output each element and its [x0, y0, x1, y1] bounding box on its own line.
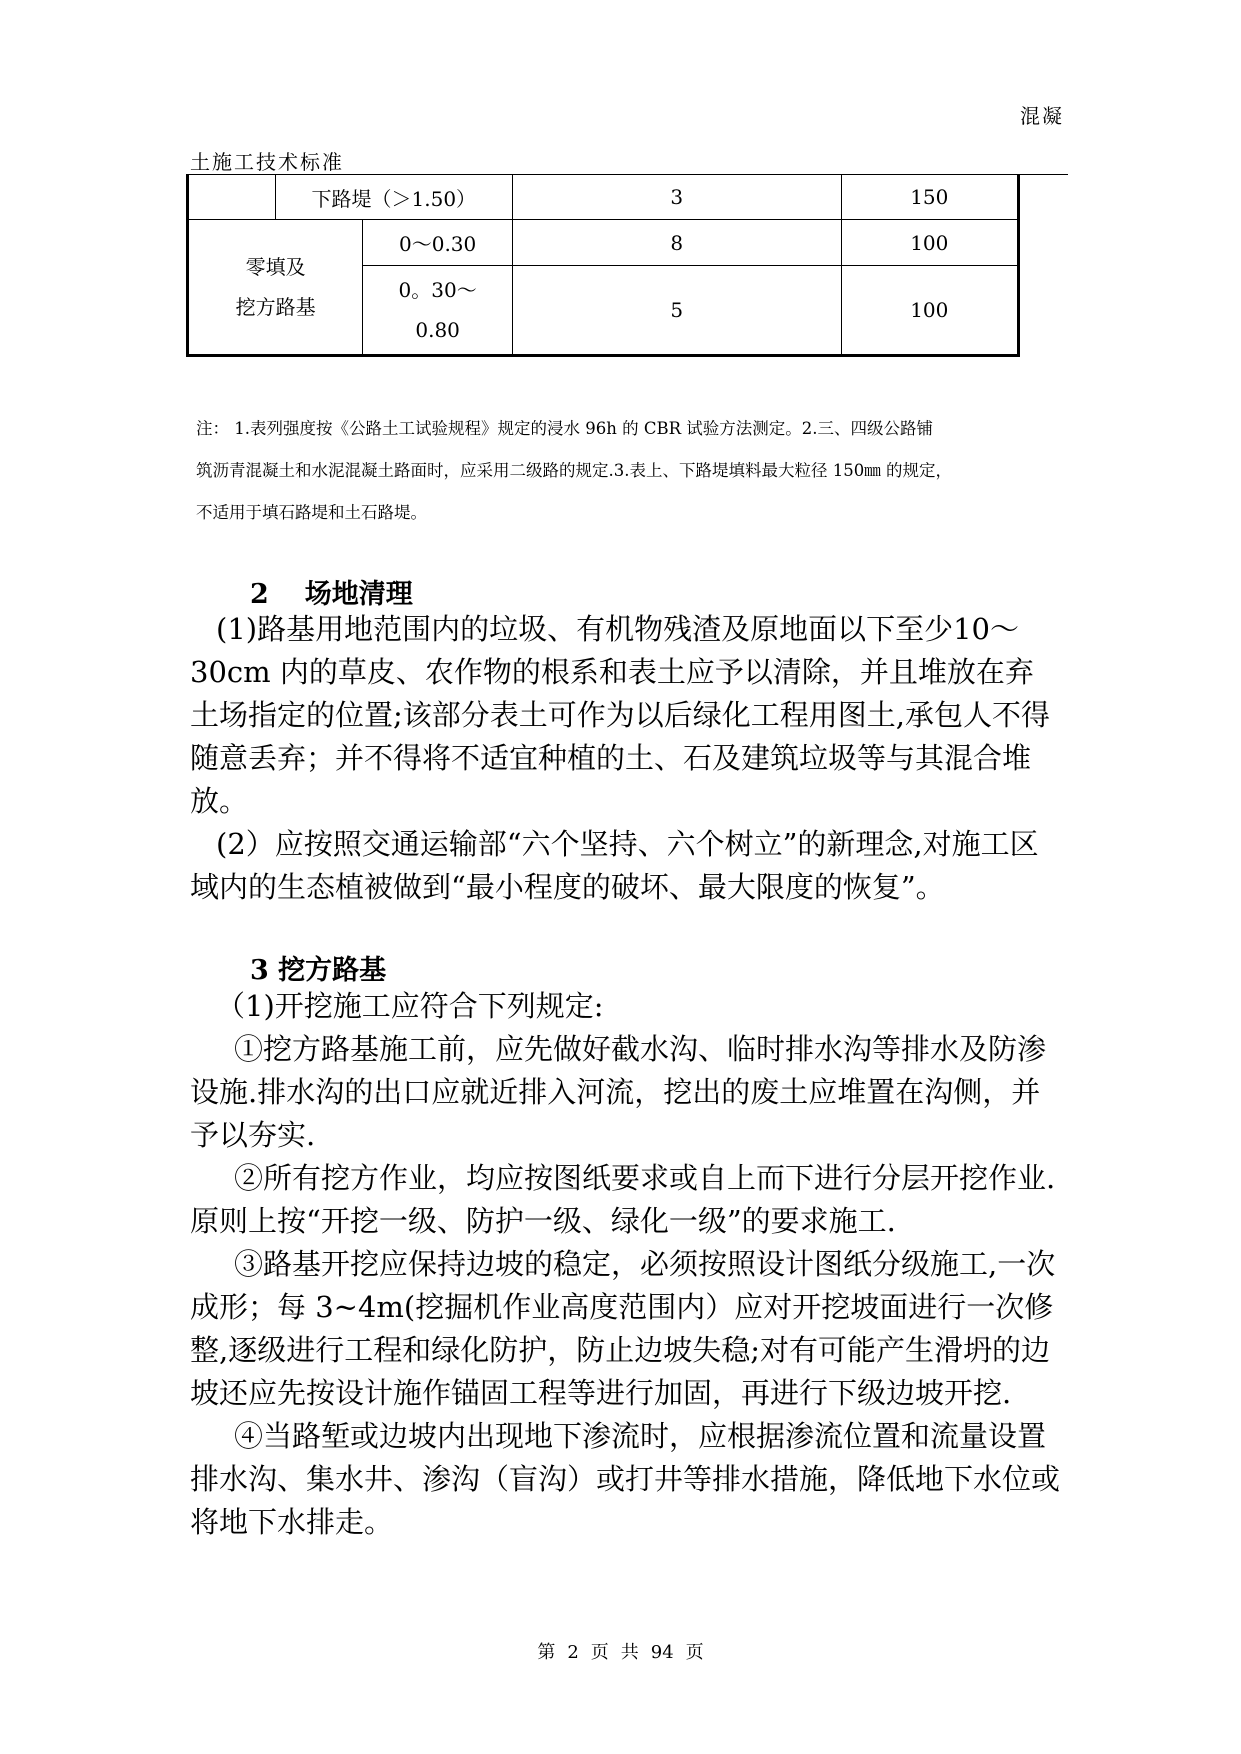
note-line: 不适用于填石路堤和土石路堤。 [196, 503, 427, 522]
table-note [196, 408, 1036, 534]
paragraph: ①挖方路基施工前，应先做好截水沟、临时排水沟等排水及防渗设施.排水沟的出口应就近排入河流，挖出的废土应堆置在沟侧，并予以夯实. [190, 1032, 1047, 1152]
page-footer [0, 1638, 1241, 1664]
table-cell-value: 3 [512, 175, 841, 220]
note-line: 注： 1.表列强度按《公路土工试验规程》规定的浸水 96h 的 CBR 试验方法测定。2.三、四级公路铺 [196, 419, 934, 438]
section-title: 场地清理 [304, 579, 413, 610]
paragraph: ④当路堑或边坡内出现地下渗流时，应根据渗流位置和流量设置排水沟、集水井、渗沟（盲沟）或打井等排水措施，降低地下水位或将地下水排走。 [190, 1419, 1061, 1539]
paragraph: ②所有挖方作业，均应按图纸要求或自上而下进行分层开挖作业.原则上按“开挖一级、防护一级、绿化一级”的要求施工. [190, 1161, 1056, 1238]
running-header-left: 土施工技术标准 [190, 150, 344, 174]
section-heading: 3 挖方路基 [250, 955, 387, 986]
strength-table [186, 174, 1020, 357]
section-number: 2 [250, 579, 269, 610]
table-cell-depth [363, 266, 513, 356]
running-header-right: 混凝 [1020, 104, 1064, 128]
group-label-line2: 挖方路基 [235, 295, 316, 319]
group-label-line1: 零填及 [245, 255, 306, 279]
table-cell-depth: 0～0.30 [363, 220, 513, 266]
footer-text: 页 [685, 1642, 704, 1663]
section2-body [190, 608, 1060, 909]
table-cell-value: 100 [841, 266, 1018, 356]
table-cell-value: 150 [841, 175, 1018, 220]
table-cell-empty [188, 175, 276, 220]
paragraph: （1)开挖施工应符合下列规定: [216, 989, 604, 1023]
table-cell-value: 5 [512, 266, 841, 356]
note-line: 筑沥青混凝土和水泥混凝土路面时，应采用二级路的规定.3.表上、下路堤填料最大粒径 150㎜ 的规定， [196, 461, 952, 480]
table-cell-value: 100 [841, 220, 1018, 266]
table-row [188, 175, 1019, 220]
depth-line2: 0.80 [415, 318, 460, 342]
footer-text: 第 [537, 1642, 556, 1663]
depth-line1: 0。30～ [398, 278, 477, 302]
table-cell-group-label [188, 220, 363, 356]
table-cell-value: 8 [512, 220, 841, 266]
footer-text: 页 [590, 1642, 609, 1663]
table-cell-label: 下路堤（＞1.50） [275, 175, 512, 220]
paragraph: (1)路基用地范围内的垃圾、有机物残渣及原地面以下至少10～30cm 内的草皮、农作物的根系和表土应予以清除，并且堆放在弃土场指定的位置;该部分表土可作为以后绿化工程用图土,承包人不得随意丢弃；并不得将不适宜种植的土、石及建筑垃圾等与其混合堆放。 [190, 612, 1050, 818]
paragraph: ③路基开挖应保持边坡的稳定，必须按照设计图纸分级施工,一次成形；每 3~4m(挖掘机作业高度范围内）应对开挖坡面进行一次修整,逐级进行工程和绿化防护，防止边坡失稳;对有可能产生滑坍的边坡还应先按设计施作锚固工程等进行加固，再进行下级边坡开挖. [190, 1247, 1056, 1410]
footer-text: 共 [620, 1642, 639, 1663]
table-row [188, 220, 1019, 266]
page-total: 94 [650, 1642, 674, 1663]
section3-body [190, 985, 1060, 1544]
paragraph: (2）应按照交通运输部“六个坚持、六个树立”的新理念,对施工区域内的生态植被做到“最小程度的破坏、最大限度的恢复”。 [190, 827, 1039, 904]
section-heading [250, 572, 413, 611]
page-number: 2 [567, 1642, 579, 1663]
